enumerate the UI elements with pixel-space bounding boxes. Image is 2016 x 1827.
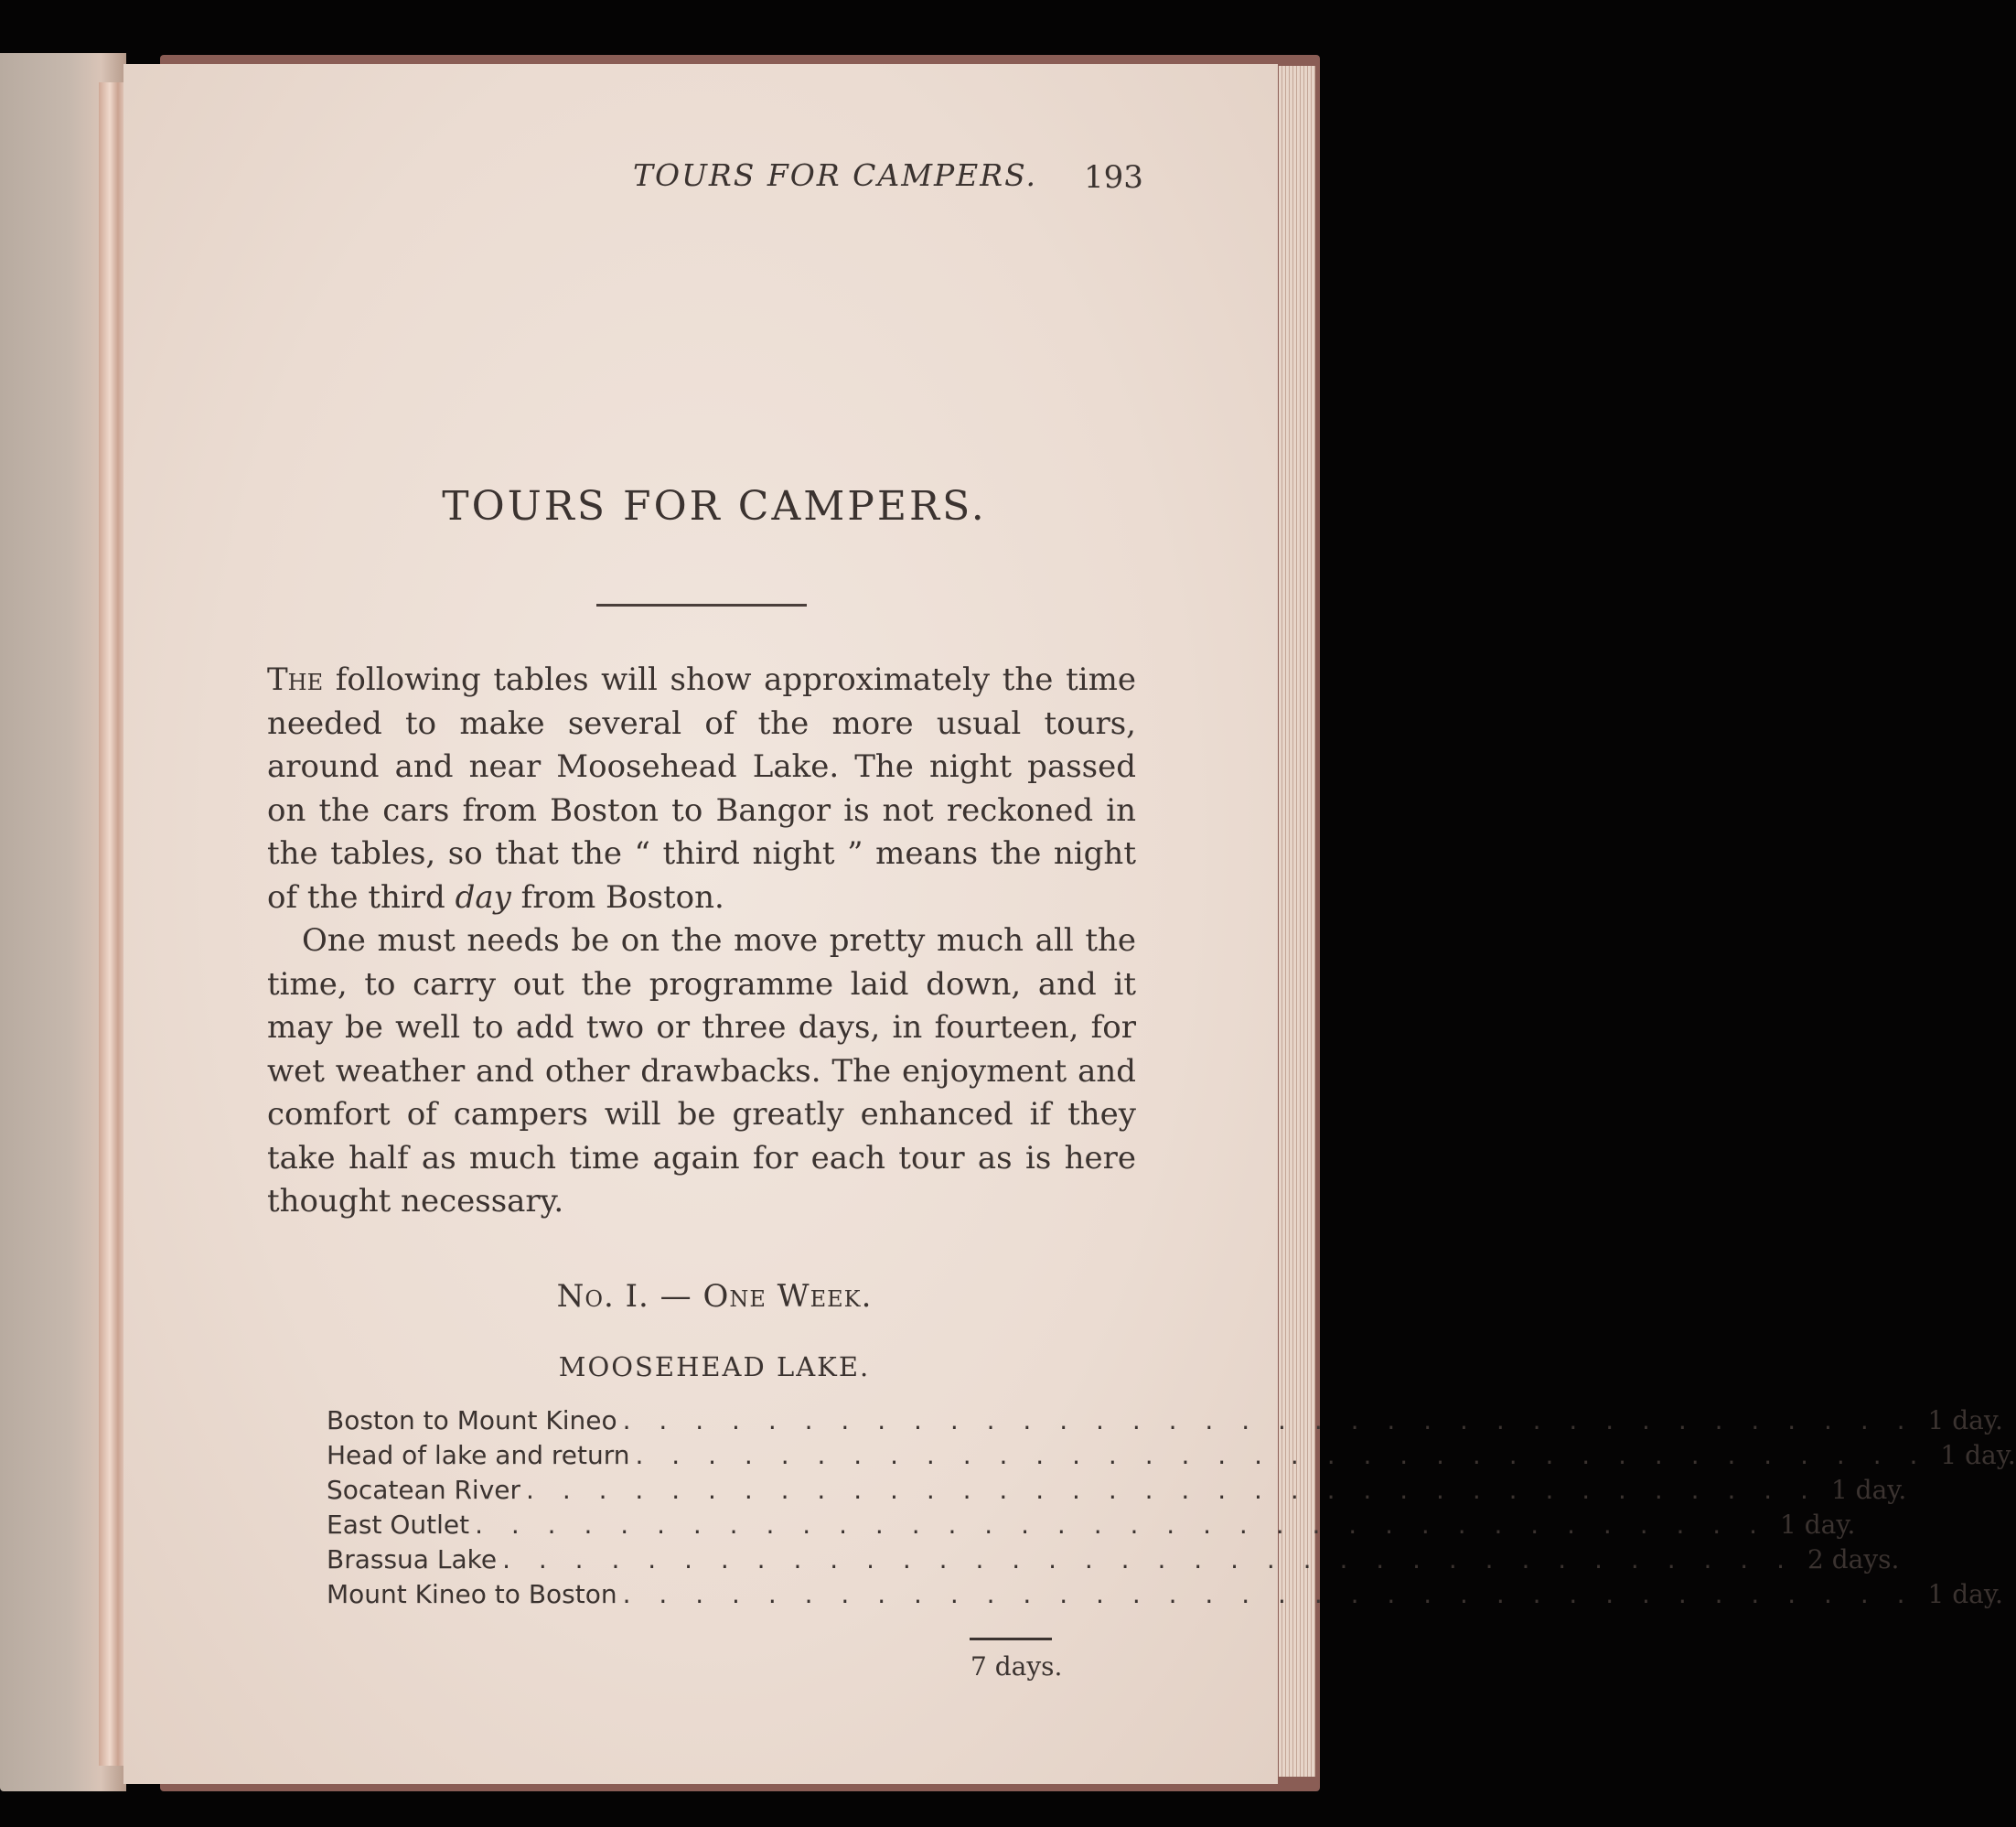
- emphasis-day: day: [455, 878, 511, 916]
- leg-duration: 1 day.: [1940, 1440, 2016, 1470]
- itinerary-row: [327, 1475, 1907, 1510]
- intro-paragraph-1: [267, 659, 1136, 919]
- dot-leader: . . . . . . . . . . . . . . . . . . . . . . . . . . . . . . . . . . . .: [622, 1405, 1915, 1435]
- intro-text: [267, 659, 1136, 1224]
- leg-duration: 1 day.: [1780, 1510, 1856, 1540]
- dot-leader: . . . . . . . . . . . . . . . . . . . . . . . . . . . . . . . . . . . .: [502, 1544, 1795, 1574]
- dot-leader: . . . . . . . . . . . . . . . . . . . . . . . . . . . . . . . . . . . .: [475, 1510, 1768, 1540]
- leg-place: Mount Kineo to Boston: [327, 1579, 617, 1609]
- leg-place: Socatean River: [327, 1475, 521, 1505]
- itinerary-row: [327, 1510, 1856, 1544]
- intro-text-a: following tables will show approximately the time needed to make several of the more usual tours, around and near Moosehead Lake. The night passed on the cars from Boston to Bangor is not reckoned in the tables, so that the “ third night ” means the night of the third: [267, 661, 1136, 916]
- dot-leader: . . . . . . . . . . . . . . . . . . . . . . . . . . . . . . . . . . . .: [622, 1579, 1915, 1609]
- tour-heading: [123, 1278, 1278, 1315]
- lead-word: The: [267, 661, 324, 698]
- intro-paragraph-2: One must needs be on the move pretty much all the time, to carry out the programme laid down, and it may be well to add two or three days, in fourteen, for wet weather and other drawbacks. The enjoyment and comfort of campers will be greatly enhanced if they take half as much time again for each tour as is here thought necessary.: [267, 922, 1136, 1220]
- page-number: 193: [1084, 159, 1143, 196]
- intro-text-b: from Boston.: [510, 878, 724, 916]
- leg-place: Brassua Lake: [327, 1544, 498, 1574]
- running-title: TOURS FOR CAMPERS.: [633, 157, 1038, 193]
- gutter: [99, 82, 126, 1766]
- leg-place: Head of lake and return: [327, 1440, 630, 1470]
- itinerary-row: [327, 1544, 1900, 1579]
- leg-duration: 1 day.: [1927, 1579, 2003, 1609]
- total-duration: 7 days.: [970, 1651, 1063, 1682]
- chapter-title: TOURS FOR CAMPERS.: [442, 483, 987, 530]
- dot-leader: . . . . . . . . . . . . . . . . . . . . . . . . . . . . . . . . . . . .: [635, 1440, 1928, 1470]
- leg-duration: 1 day.: [1927, 1405, 2003, 1435]
- book-page: [123, 64, 2016, 1784]
- itinerary-table: [327, 1405, 2016, 1614]
- title-rule: [596, 604, 807, 607]
- itinerary-row: [327, 1405, 2003, 1440]
- itinerary-row: [327, 1440, 2016, 1475]
- total-rule: [970, 1638, 1052, 1640]
- running-head: [508, 157, 1148, 212]
- tour-region: MOOSEHEAD LAKE.: [558, 1351, 871, 1382]
- leg-place: Boston to Mount Kineo: [327, 1405, 617, 1435]
- itinerary-row: [327, 1579, 2003, 1614]
- dot-leader: . . . . . . . . . . . . . . . . . . . . . . . . . . . . . . . . . . . .: [526, 1475, 1818, 1505]
- leg-place: East Outlet: [327, 1510, 470, 1540]
- leg-duration: 2 days.: [1807, 1544, 1900, 1574]
- leg-duration: 1 day.: [1830, 1475, 1907, 1505]
- tour-heading-text: No. I. — One Week.: [556, 1278, 873, 1315]
